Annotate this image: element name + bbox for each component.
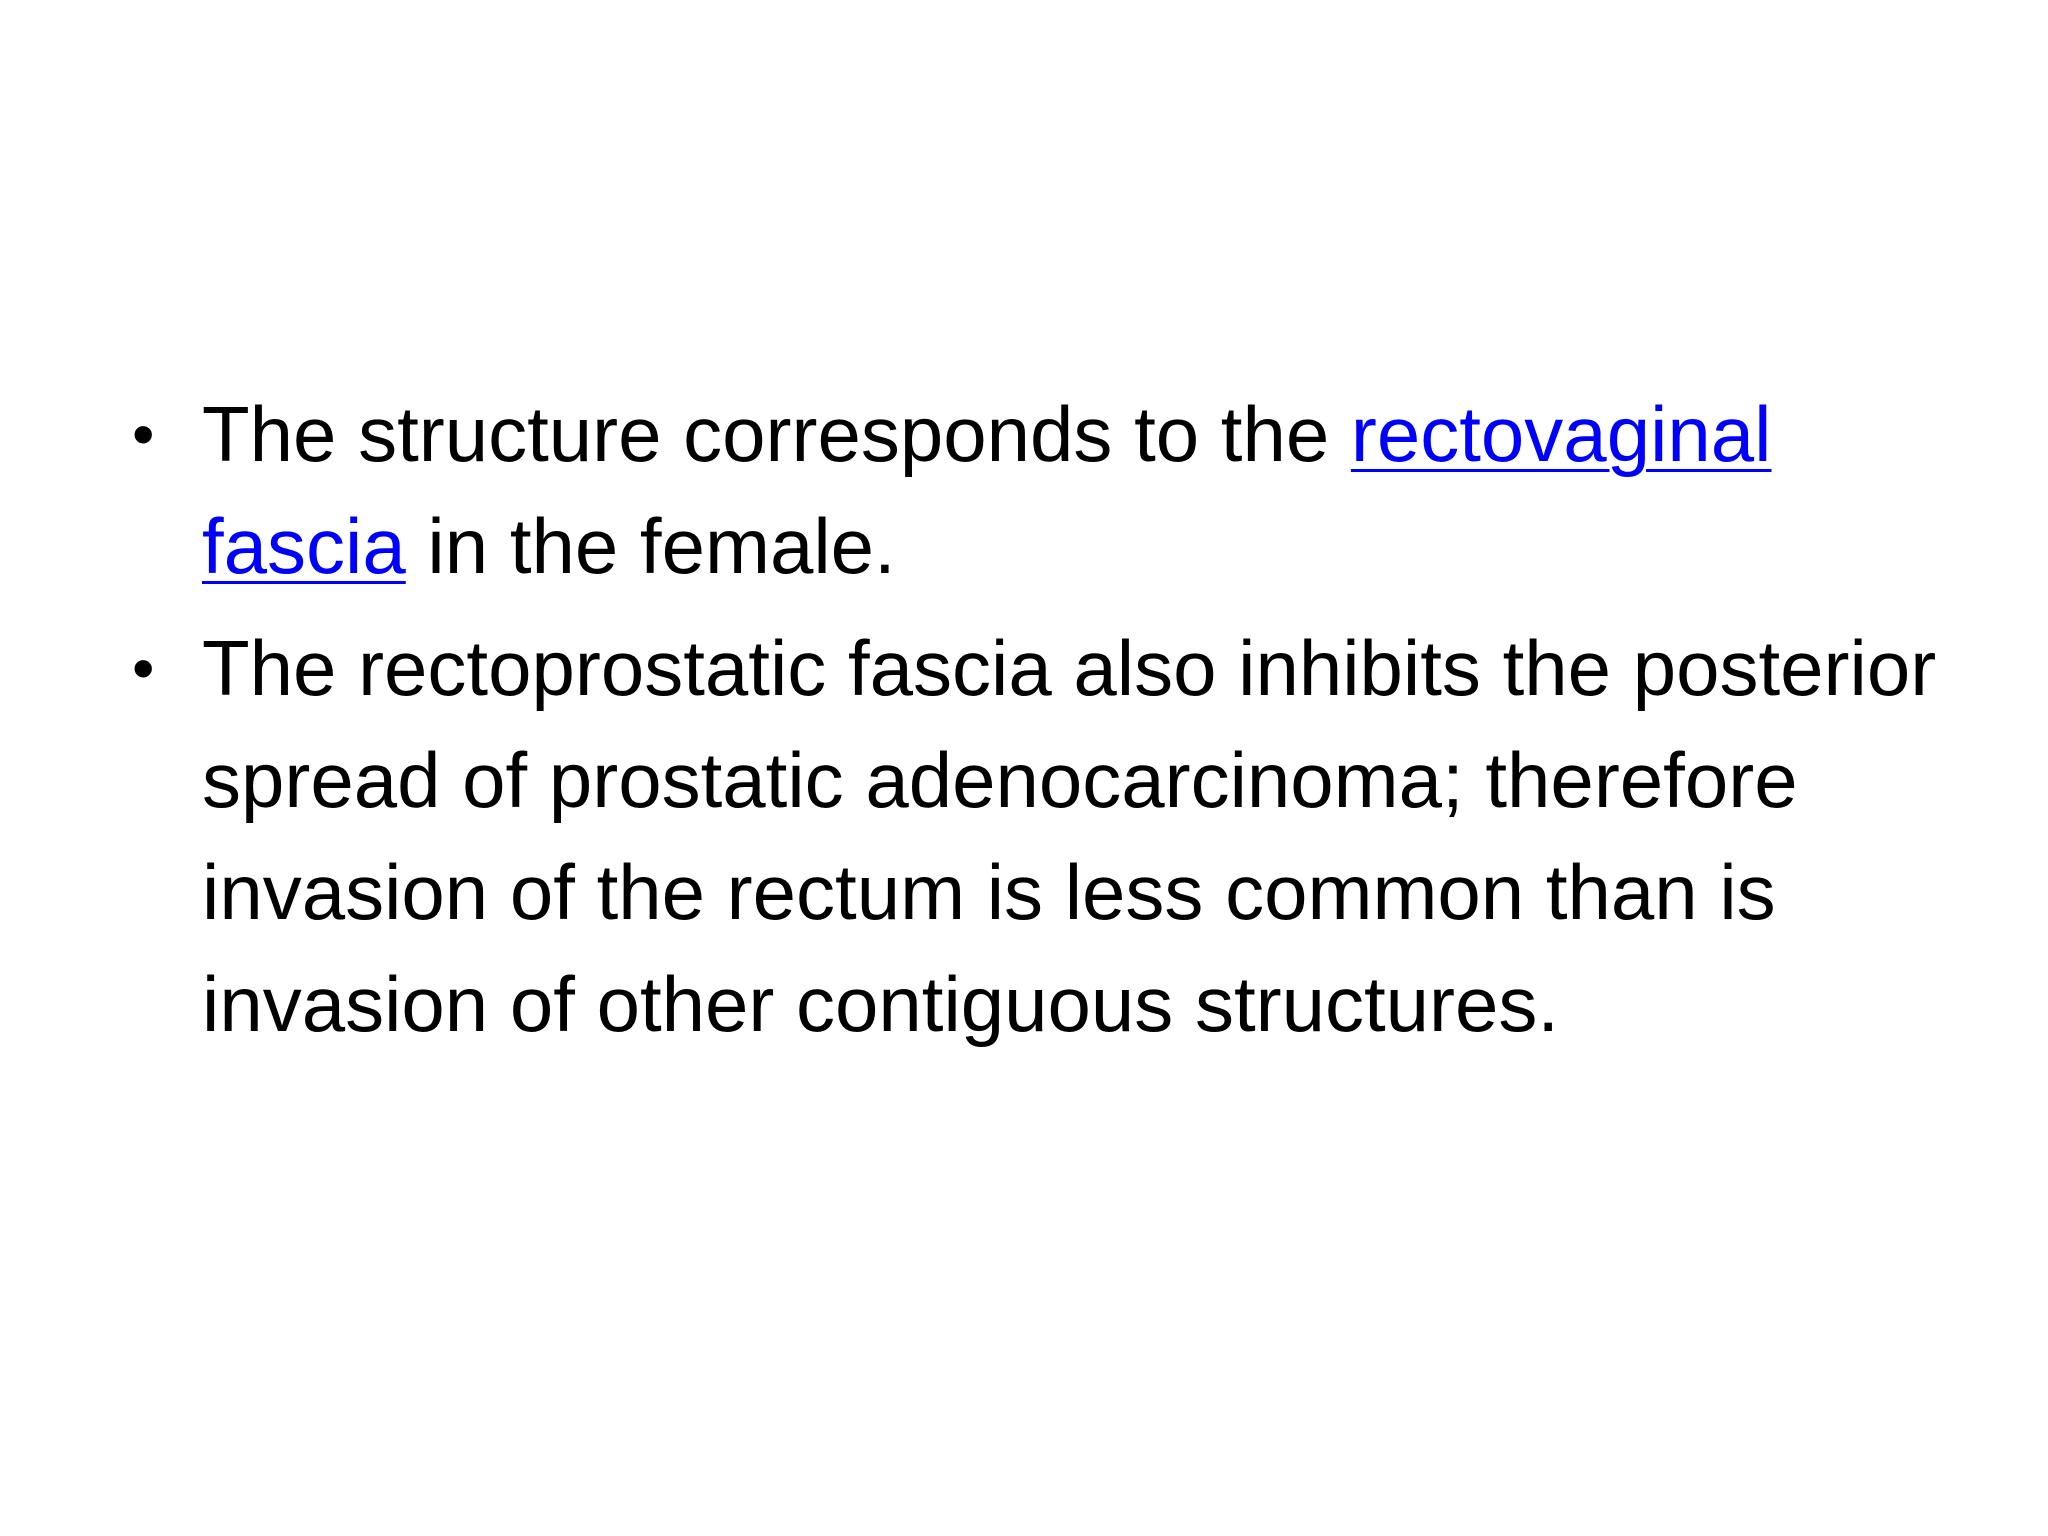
bullet-text: The rectoprostatic fascia also inhibits the posterior spread of prostatic adenocarcinoma; therefore invasion of the rectum is less common than is invasion of other contiguous structures. — [202, 624, 1937, 1048]
bullet-text-end: in the female. — [405, 502, 896, 590]
bullet-item-rectovaginal — [122, 378, 1952, 602]
bullet-marker: • — [132, 632, 155, 704]
bullet-marker: • — [132, 398, 155, 470]
bullet-item-rectoprostatic — [122, 612, 1952, 1060]
bullet-list — [122, 378, 1952, 1070]
bullet-text-start: The structure corresponds to the — [202, 390, 1351, 478]
rectovaginal-fascia-link[interactable]: rectovaginal fascia — [202, 390, 1772, 590]
